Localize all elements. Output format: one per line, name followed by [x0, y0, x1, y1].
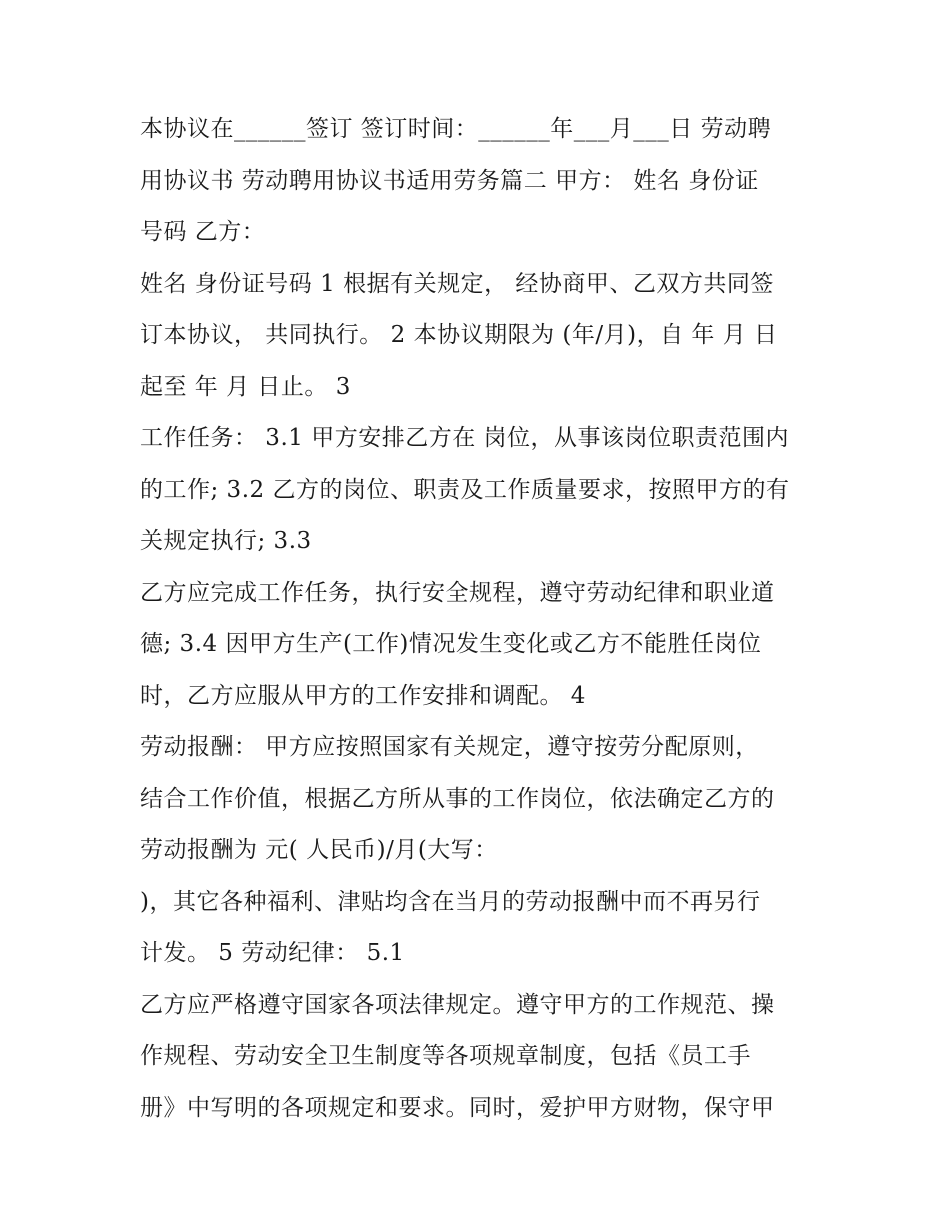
text-line: 号码 乙方：: [140, 219, 266, 245]
text-line: 的工作; 3.2 乙方的岗位、职责及工作质量要求，按照甲方的有: [140, 476, 790, 503]
text-line: 本协议在______签订 签订时间：______年___月___日 劳动聘: [140, 116, 772, 142]
text-line: 姓名 身份证号码 1 根据有关规定， 经协商甲、乙双方共同签: [140, 270, 774, 297]
text-line: 工作任务： 3.1 甲方安排乙方在 岗位，从事该岗位职责范围内: [140, 425, 790, 451]
text-line: )，其它各种福利、津贴均含在当月的劳动报酬中而不再另行: [140, 888, 761, 915]
text-line: 订本协议， 共同执行。 2 本协议期限为 (年/月)，自 年 月 日: [140, 322, 778, 348]
text-line: 册》中写明的各项规定和要求。同时，爱护甲方财物，保守甲: [140, 1094, 775, 1121]
text-line: 关规定执行; 3.3: [140, 528, 312, 554]
text-line: 结合工作价值，根据乙方所从事的工作岗位，依法确定乙方的: [140, 785, 775, 812]
text-line: 德; 3.4 因甲方生产(工作)情况发生变化或乙方不能胜任岗位: [140, 631, 762, 657]
text-line: 乙方应完成工作任务，执行安全规程，遵守劳动纪律和职业道: [140, 579, 775, 606]
text-line: 起至 年 月 日止。 3: [140, 373, 351, 400]
text-line: 劳动报酬： 甲方应按照国家有关规定，遵守按劳分配原则，: [140, 734, 759, 760]
agreement-body-text: [140, 104, 830, 1134]
text-line: 计发。 5 劳动纪律： 5.1: [140, 940, 405, 966]
text-line: 用协议书 劳动聘用协议书适用劳务篇二 甲方： 姓名 身份证: [140, 167, 759, 194]
text-line: 劳动报酬为 元( 人民币)/月(大写：: [140, 837, 498, 863]
text-line: 作规程、劳动安全卫生制度等各项规章制度，包括《员工手: [140, 1043, 751, 1069]
text-line: 乙方应严格遵守国家各项法律规定。遵守甲方的工作规范、操: [140, 991, 775, 1018]
text-line: 时，乙方应服从甲方的工作安排和调配。 4: [140, 682, 586, 709]
